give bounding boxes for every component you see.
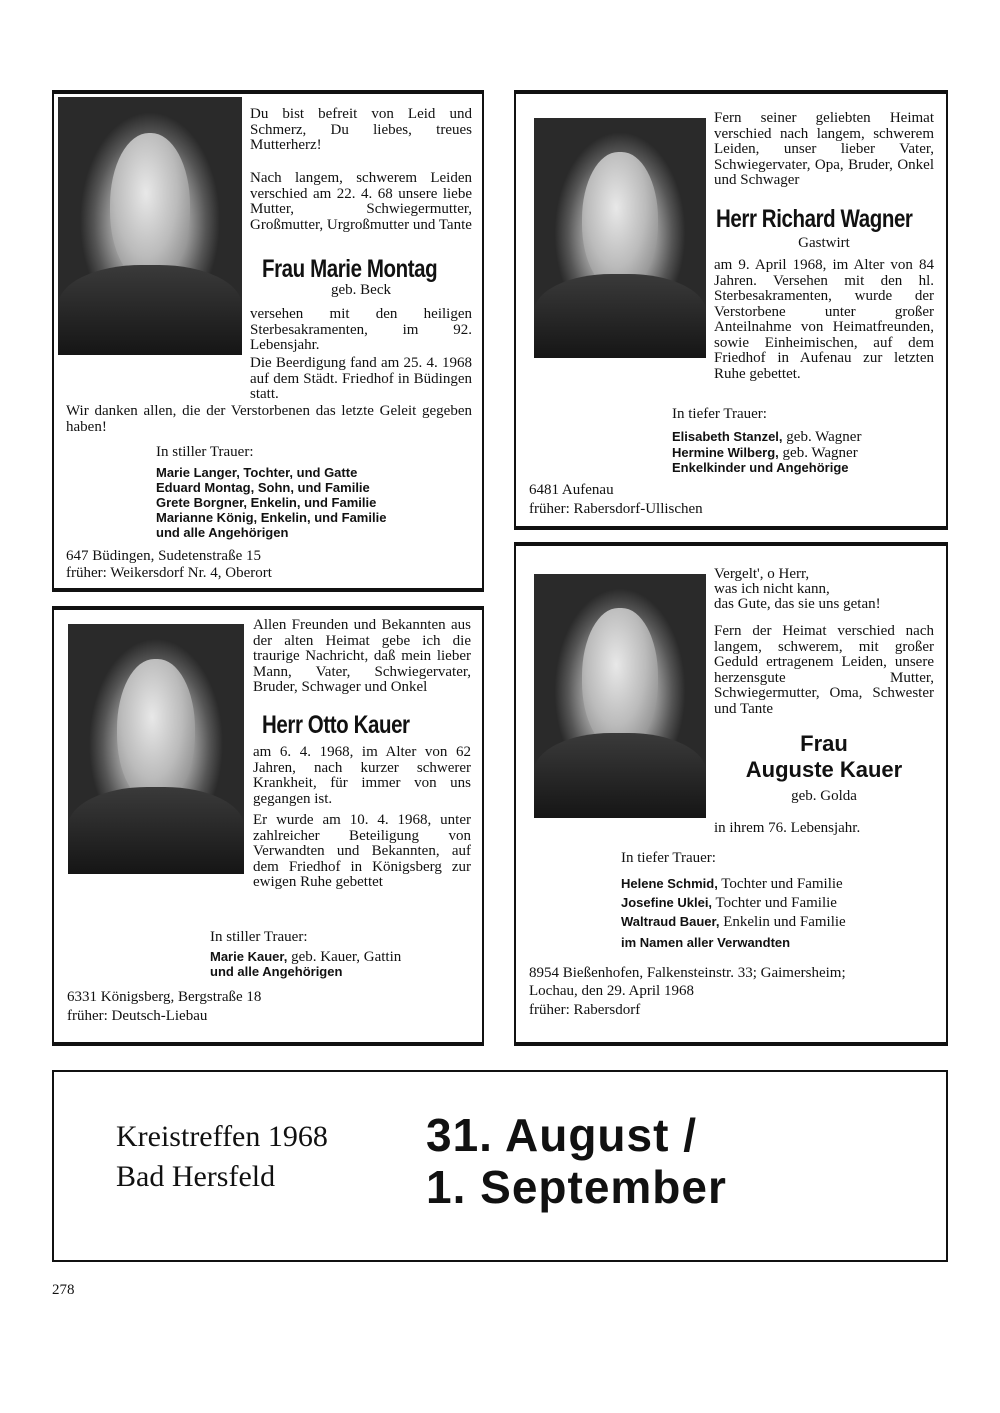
notice1-burial: Die Beerdigung fand am 25. 4. 1968 auf dem Städt. Friedhof in Büdingen statt. — [250, 355, 472, 402]
notice2-mourner-3: Enkelkinder und Angehörige — [672, 460, 849, 475]
notice3-body-1: am 6. 4. 1968, im Alter von 62 Jahren, nach kurzer schwerer Krankheit, für immer von uns gegangen ist. — [253, 744, 471, 807]
mourner-line: und alle Angehörigen — [156, 525, 289, 540]
notice1-address: 647 Büdingen, Sudetenstraße 15 — [66, 548, 261, 564]
notice2-mourner-2: Hermine Wilberg, geb. Wagner — [672, 445, 858, 461]
page-number: 278 — [52, 1282, 75, 1298]
notice3-body-2: Er wurde am 10. 4. 1968, unter zahlreicher Beteiligung von Verwandten und Bekannten, auf dem Friedhof in Königsberg zur ewigen Ruhe gebettet — [253, 812, 471, 890]
portrait-richard-wagner — [534, 118, 706, 358]
notice1-verse: Du bist befreit von Leid und Schmerz, Du liebes, treues Mutterherz! — [250, 106, 472, 153]
notice2-mourning-label: In tiefer Trauer: — [672, 406, 767, 422]
portrait-marie-montag — [58, 97, 242, 355]
notice1-deceased-name: Frau Marie Montag — [262, 255, 438, 283]
notice4-deceased-title: Frau — [800, 731, 848, 756]
notice1-former-address: früher: Weikersdorf Nr. 4, Oberort — [66, 565, 272, 581]
mourner-line: Marianne König, Enkelin, und Familie — [156, 510, 387, 525]
banner-event-location: Bad Hersfeld — [116, 1160, 276, 1193]
notice1-sacraments: versehen mit den heiligen Sterbesakramenten, im 92. Lebensjahr. — [250, 306, 472, 353]
portrait-auguste-kauer — [534, 574, 706, 818]
notice2-former-address: früher: Rabersdorf-Ullischen — [529, 501, 703, 517]
notice4-deceased-name: Auguste Kauer — [745, 757, 903, 782]
notice2-address: 6481 Aufenau — [529, 482, 614, 498]
notice4-mourning-label: In tiefer Trauer: — [621, 850, 716, 866]
notice2-body: am 9. April 1968, im Alter von 84 Jahren. Versehen mit den hl. Sterbesakramenten, wurde der Verstorbene unter großer Anteilnahme von Heimatfreunden, sowie Einheimischen, auf dem Friedhof in Aufenau zur letzten Ruhe gebettet. — [714, 257, 934, 382]
notice1-intro: Nach langem, schwerem Leiden verschied am 22. 4. 68 unsere liebe Mutter, Schwiegermutter, Großmutter, Urgroßmutter und Tante — [250, 170, 472, 233]
notice4-verse-3: das Gute, das sie uns getan! — [714, 596, 881, 612]
notice4-address: 8954 Bießenhofen, Falkensteinstr. 33; Gaimersheim; — [529, 965, 846, 981]
notice4-mourner-3: Waltraud Bauer, Enkelin und Familie — [621, 914, 846, 930]
notice1-mourners — [156, 465, 466, 540]
notice1-nee: geb. Beck — [331, 282, 391, 298]
notice3-address: 6331 Königsberg, Bergstraße 18 — [67, 989, 262, 1005]
notice4-mourner-4: im Namen aller Verwandten — [621, 935, 791, 950]
banner-event-title: Kreistreffen 1968 — [116, 1120, 328, 1153]
notice4-date-place: Lochau, den 29. April 1968 — [529, 983, 694, 999]
notice3-deceased-name: Herr Otto Kauer — [262, 711, 410, 739]
notice4-nee: geb. Golda — [791, 788, 857, 804]
notice1-mourning-label: In stiller Trauer: — [156, 444, 254, 460]
banner-date-2: 1. September — [426, 1161, 727, 1213]
notice2-occupation: Gastwirt — [798, 235, 850, 251]
notice3-former-address: früher: Deutsch-Liebau — [67, 1008, 208, 1024]
notice2-mourner-1: Elisabeth Stanzel, geb. Wagner — [672, 429, 862, 445]
notice3-mourning-label: In stiller Trauer: — [210, 929, 308, 945]
notice3-mourner-1: Marie Kauer, geb. Kauer, Gattin — [210, 949, 402, 965]
notice4-age: in ihrem 76. Lebensjahr. — [714, 820, 861, 836]
banner-date-1: 31. August / — [426, 1109, 697, 1161]
notice4-verse-2: was ich nicht kann, — [714, 581, 830, 597]
portrait-otto-kauer — [68, 624, 244, 874]
notice1-thanks: Wir danken allen, die der Verstorbenen das letzte Geleit gegeben haben! — [66, 403, 472, 435]
notice4-mourner-1: Helene Schmid, Tochter und Familie — [621, 876, 843, 892]
notice2-intro: Fern seiner geliebten Heimat verschied nach langem, schwerem Leiden, unser lieber Vater, Schwiegervater, Opa, Bruder, Onkel und Schwager — [714, 110, 934, 188]
mourner-line: Eduard Montag, Sohn, und Familie — [156, 480, 370, 495]
notice2-deceased-name: Herr Richard Wagner — [716, 205, 913, 233]
notice4-verse-1: Vergelt', o Herr, — [714, 566, 810, 582]
notice4-intro: Fern der Heimat verschied nach langem, schwerem, mit großer Geduld ertragenem Leiden, unsere herzensgute Mutter, Schwiegermutter, Oma, Schwester und Tante — [714, 623, 934, 717]
notice3-mourner-2: und alle Angehörigen — [210, 964, 343, 979]
notice4-mourner-2: Josefine Uklei, Tochter und Familie — [621, 895, 837, 911]
mourner-line: Grete Borgner, Enkelin, und Familie — [156, 495, 377, 510]
mourner-line: Marie Langer, Tochter, und Gatte — [156, 465, 358, 480]
notice3-intro: Allen Freunden und Bekannten aus der alten Heimat gebe ich die traurige Nachricht, daß mein lieber Mann, Vater, Schwiegervater, Bruder, Schwager und Onkel — [253, 617, 471, 695]
notice4-former-address: früher: Rabersdorf — [529, 1002, 641, 1018]
